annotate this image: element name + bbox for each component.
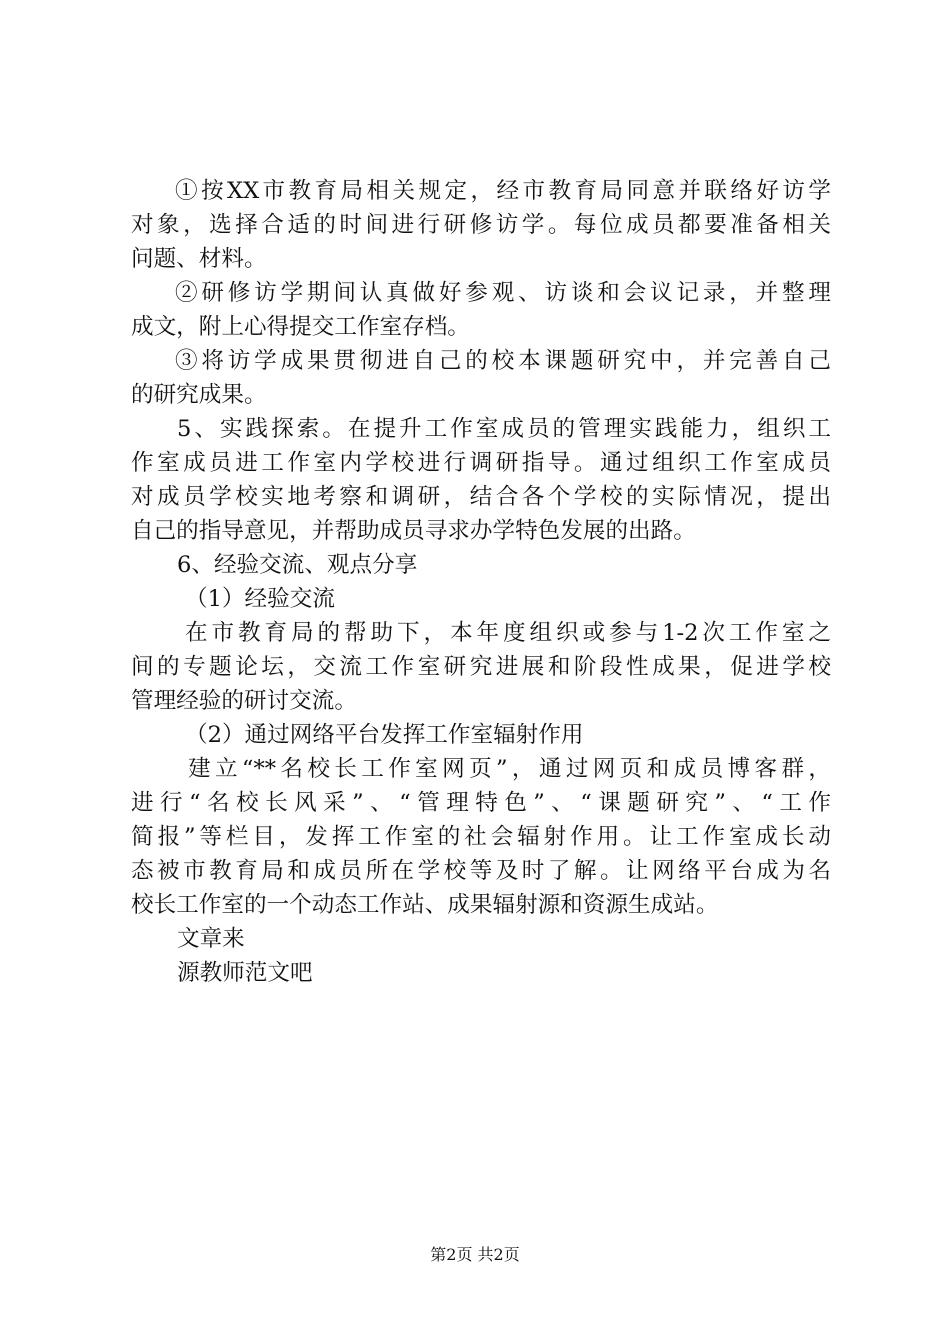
paragraph-line: 的研究成果。 [131,382,267,408]
paragraph-line: 管理经验的研讨交流。 [131,688,357,714]
source-note: 文章来 [177,926,245,952]
paragraph-line: 成文，附上心得提交工作室存档。 [131,314,470,340]
subsection-heading: （1）经验交流 [185,586,335,612]
section-heading: 6、经验交流、观点分享 [177,552,418,578]
page-number: 第2页 共2页 [430,1245,520,1264]
paragraph-line: ③将访学成果贯彻进自己的校本课题研究中，并完善自己 [175,348,831,374]
paragraph-line: 对象，选择合适的时间进行研修访学。每位成员都要准备相关 [131,212,831,238]
paragraph-line: ②研修访学期间认真做好参观、访谈和会议记录，并整理 [175,280,831,306]
document-body [131,174,831,990]
paragraph-line: ①按XX市教育局相关规定，经市教育局同意并联络好访学 [175,178,831,204]
paragraph-line: 建立“**名校长工作室网页”，通过网页和成员博客群， [188,756,831,782]
paragraph-line: 问题、材料。 [131,246,267,272]
paragraph-line: 态被市教育局和成员所在学校等及时了解。让网络平台成为名 [131,858,831,884]
paragraph-line: 在市教育局的帮助下，本年度组织或参与1-2次工作室之 [185,620,831,646]
paragraph-line: 作室成员进工作室内学校进行调研指导。通过组织工作室成员 [131,450,831,476]
paragraph-line: 对成员学校实地考察和调研，结合各个学校的实际情况，提出 [131,484,831,510]
paragraph-line: 自己的指导意见，并帮助成员寻求办学特色发展的出路。 [131,518,696,544]
paragraph-line: 简报”等栏目，发挥工作室的社会辐射作用。让工作室成长动 [131,824,831,850]
paragraph-line: 间的专题论坛，交流工作室研究进展和阶段性成果，促进学校 [131,654,831,680]
source-note: 源教师范文吧 [177,960,313,986]
paragraph-line: 进行“名校长风采”、“管理特色”、“课题研究”、“工作 [131,790,831,816]
subsection-heading: （2）通过网络平台发挥工作室辐射作用 [185,722,584,748]
paragraph-line: 5、实践探索。在提升工作室成员的管理实践能力，组织工 [177,416,831,442]
paragraph-line: 校长工作室的一个动态工作站、成果辐射源和资源生成站。 [131,892,719,918]
